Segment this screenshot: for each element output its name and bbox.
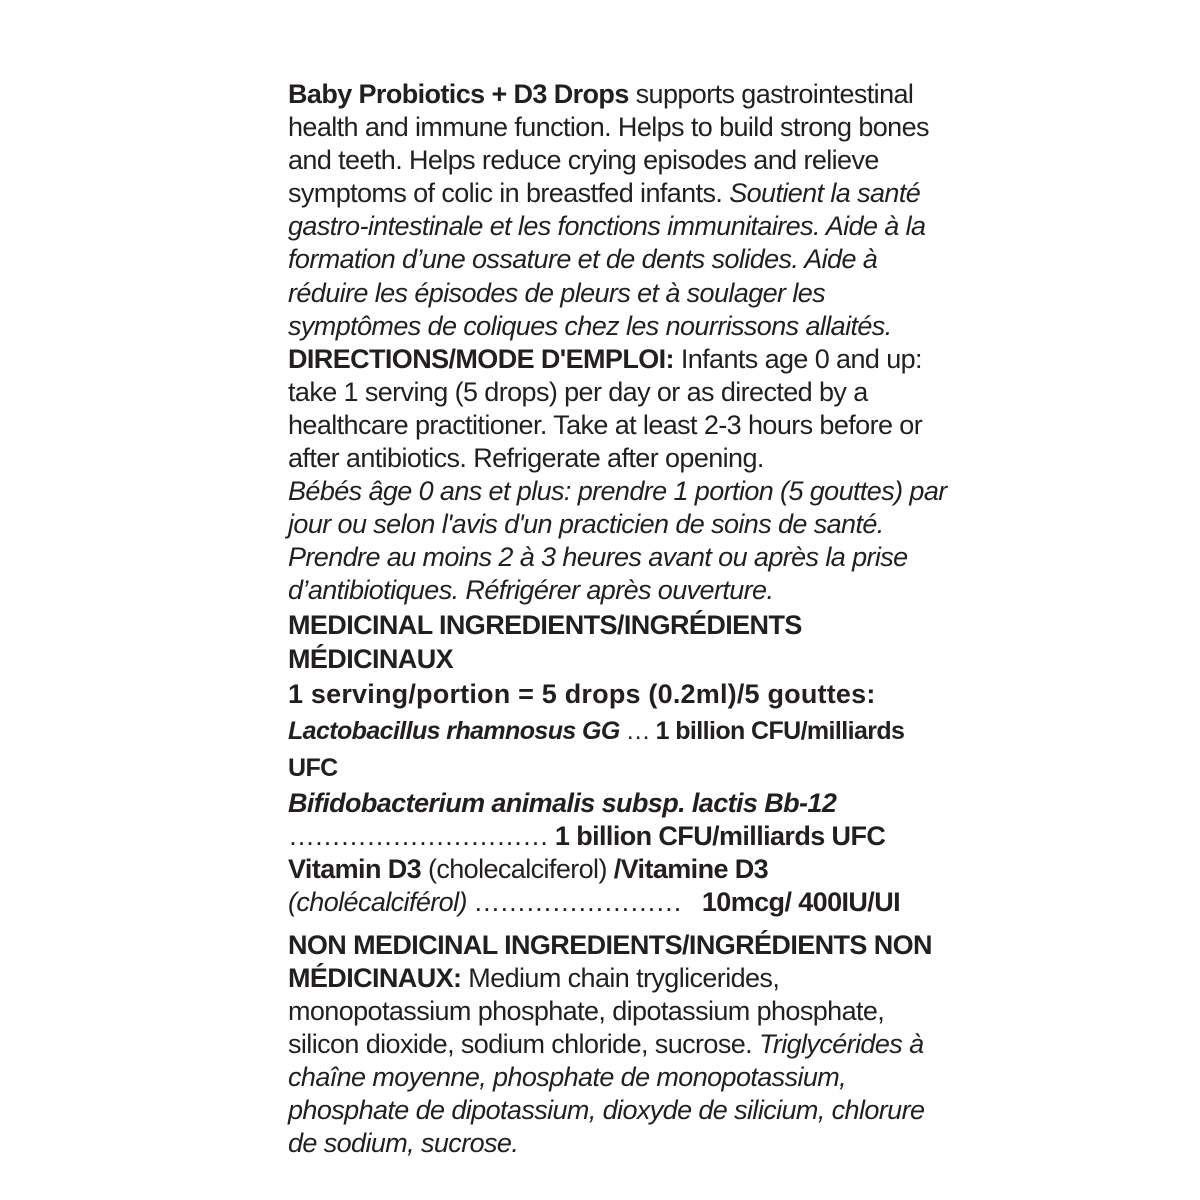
medicinal-ingredients [288, 608, 948, 919]
serving-size: 1 serving/portion = 5 drops (0.2ml)/5 gouttes: [288, 678, 876, 709]
ingredient-row [288, 787, 948, 853]
vitamin-amount: 10mcg/ 400IU/UI [701, 886, 900, 917]
directions-heading: DIRECTIONS/MODE D'EMPLOI: [288, 343, 674, 374]
ingredient-dots: ………………………… [288, 820, 548, 851]
directions-en: Infants age 0 and up: take 1 serving (5 drops) per day or as directed by a healthcare practitioner. Take at least 2-3 hours before or after antibiotics. Refrigerate after opening. [288, 343, 923, 474]
vitamin-name-fr: /Vitamine D3 [613, 853, 769, 884]
product-label [288, 78, 948, 1160]
directions-paragraph [288, 343, 948, 608]
non-medicinal-heading: NON MEDICINAL INGREDIENTS/INGRÉDIENTS NON MÉDICINAUX: [288, 929, 932, 993]
ingredient-amount: 1 billion CFU/milliards UFC [288, 716, 905, 782]
medicinal-heading: MEDICINAL INGREDIENTS/INGRÉDIENTS MÉDICINAUX [288, 609, 802, 674]
product-name: Baby Probiotics + D3 Drops [288, 79, 629, 109]
directions-fr: Bébés âge 0 ans et plus: prendre 1 portion (5 gouttes) par jour ou selon l'avis d'un practicien de soins de santé. Prendre au moins 2 à 3 heures avant ou après la prise d’antibiotiques. Réfrigérer après ouverture. [288, 476, 947, 606]
ingredient-name: Lactobacillus rhamnosus GG [288, 716, 620, 745]
ingredient-row [288, 713, 948, 787]
ingredient-name: Bifidobacterium animalis subsp. lactis Bb-12 [288, 787, 837, 818]
ingredient-dots: … [619, 716, 656, 745]
ingredient-amount: 1 billion CFU/milliards UFC [548, 820, 886, 851]
description-paragraph [288, 78, 948, 343]
vitamin-name-en: Vitamin D3 [288, 853, 422, 884]
vitamin-sub-en: (cholecalciferol) [421, 853, 614, 884]
non-medicinal-fr: Triglycérides à chaîne moyenne, phosphate de monopotassium, phosphate de dipotassium, dioxyde de silicium, chlorure de sodium, sucrose. [288, 1028, 925, 1159]
vitamin-sub-fr: (cholécalciférol) [288, 886, 467, 917]
non-medicinal-en: Medium chain tryglicerides, monopotassium phosphate, dipotassium phosphate, silicon dioxide, sodium chloride, sucrose. [288, 962, 885, 1059]
vitamin-row [288, 853, 948, 919]
non-medicinal-paragraph [288, 929, 948, 1161]
description-en: supports gastrointestinal health and immune function. Helps to build strong bones and teeth. Helps reduce crying episodes and relieve symptoms of colic in breastfed infants. [288, 79, 929, 209]
vitamin-dots: …………………… [466, 886, 688, 917]
description-fr: Soutient la santé gastro-intestinale et les fonctions immunitaires. Aide à la formation d’une ossature et de dents solides. Aide à réduire les épisodes de pleurs et à soulager les symptômes de coliques chez les nourrissons allaités. [288, 178, 926, 341]
